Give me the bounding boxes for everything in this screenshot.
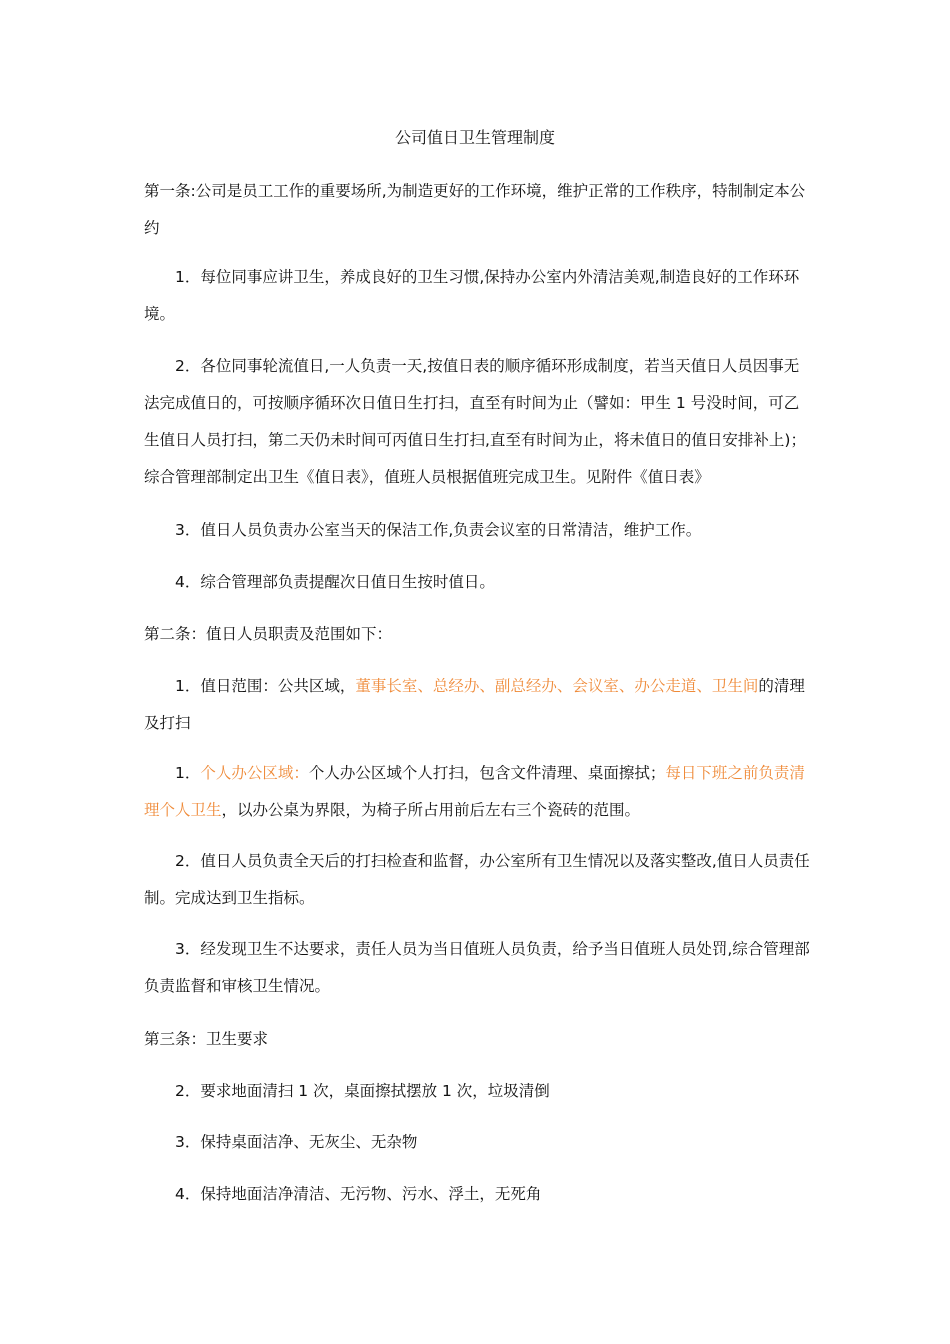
article-1-item-4: 4．综合管理部负责提醒次日值日生按时值日。: [175, 573, 495, 591]
personal-boundary-text: ，以办公桌为界限，为椅子所占用前后左右三个瓷砖的范围。: [221, 801, 641, 819]
article-2-item-3: 3．经发现卫生不达要求，责任人员为当日值班人员负责，给予当日值班人员处罚,综合管理部负责监督和审核卫生情况。: [144, 940, 810, 995]
article-1-item-1: 1．每位同事应讲卫生，养成良好的卫生习惯,保持办公室内外清洁美观,制造良好的工作环环境。: [144, 268, 800, 323]
article-2-scope: [144, 668, 810, 742]
article-3-item-4: 4．保持地面洁净清洁、无污物、污水、浮土，无死角: [175, 1185, 542, 1203]
personal-number: 1．: [175, 764, 201, 782]
personal-daily-highlight: 每日下班之前负责清理个人卫生: [144, 764, 805, 819]
document-title: 公司值日卫生管理制度: [394, 128, 555, 147]
article-3-item-3: 3．保持桌面洁净、无灰尘、无杂物: [175, 1133, 418, 1151]
article-3-item-2: 2．要求地面清扫 1 次，桌面擦拭摆放 1 次，垃圾清倒: [175, 1082, 550, 1100]
personal-area-text: 个人办公区域个人打扫，包含文件清理、桌面擦拭；: [308, 764, 666, 782]
scope-highlight-areas: 董事长室、总经办、副总经办、会议室、办公走道、卫生间: [355, 677, 759, 695]
article-1-item-3: 3．值日人员负责办公室当天的保洁工作,负责会议室的日常清洁，维护工作。: [175, 521, 702, 539]
personal-area-highlight: 个人办公区域：: [200, 764, 309, 782]
article-2-heading: 第二条：值日人员职责及范围如下：: [144, 625, 393, 643]
article-2-personal-area: [144, 755, 810, 829]
article-3-heading: 第三条：卫生要求: [144, 1030, 269, 1048]
scope-suffix: 的清理及打扫: [144, 677, 805, 732]
article-2-item-2: 2．值日人员负责全天后的打扫检查和监督，办公室所有卫生情况以及落实整改,值日人员责任制。完成达到卫生指标。: [144, 852, 810, 907]
scope-prefix: 1．值日范围：公共区域，: [175, 677, 356, 695]
article-1-paragraph: 第一条:公司是员工工作的重要场所,为制造更好的工作环境，维护正常的工作秩序，特制制定本公约: [144, 182, 806, 237]
article-1-item-2: 2．各位同事轮流值日,一人负责一天,按值日表的顺序循环形成制度，若当天值日人员因事无法完成值日的，可按顺序循环次日值日生打扫，直至有时间为止（譬如：甲生 1 号没时间，可乙生值日人员打扫，第二天仍未时间可丙值日生打扫,直至有时间为止，将未值日的值日安排补上)；综合管理部制定出卫生《值日表》，值班人员根据值班完成卫生。见附件《值日表》: [144, 357, 806, 486]
